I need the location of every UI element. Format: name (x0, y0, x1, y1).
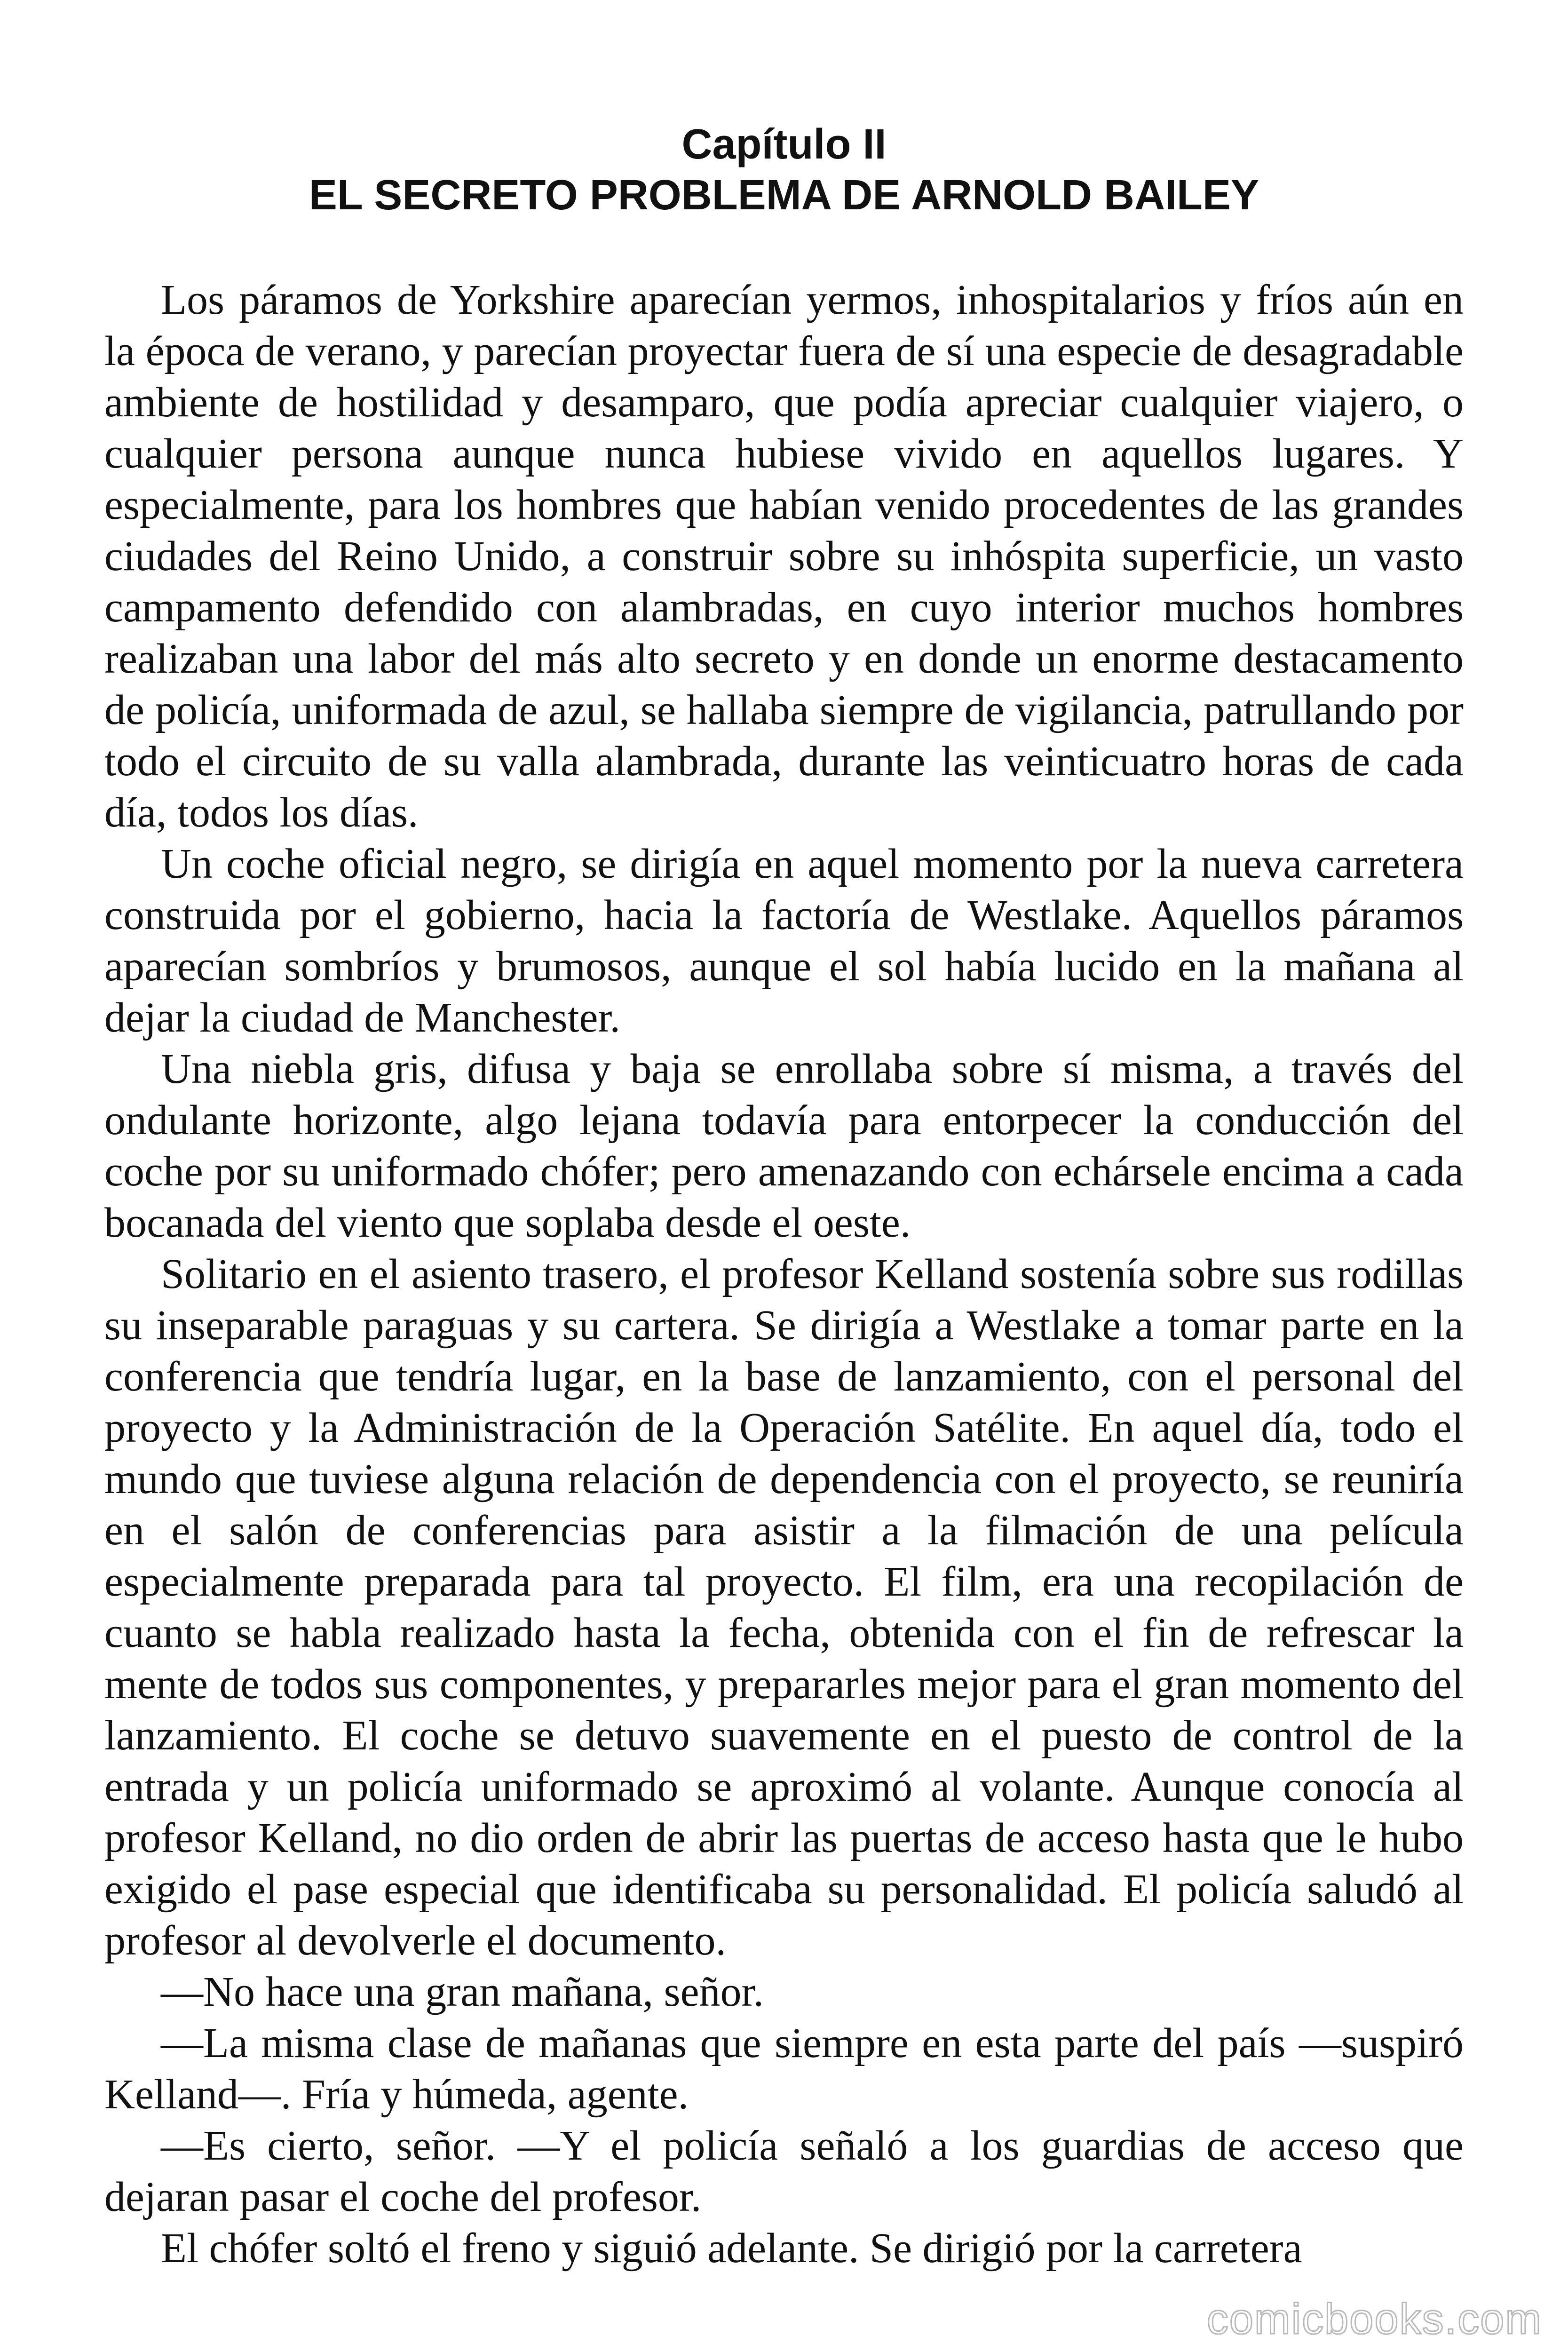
paragraph: Una niebla gris, difusa y baja se enrollaba sobre sí misma, a través del ondulante horizonte, algo lejana todavía para entorpecer la conducción del coche por su uniformado chófer; pero amenazando con echársele encima a cada bocanada del viento que soplaba desde el oeste. (104, 1046, 1464, 1246)
chapter-body (104, 274, 1464, 2274)
paragraph: Los páramos de Yorkshire aparecían yermos, inhospitalarios y fríos aún en la época de verano, y parecían proyectar fuera de sí una especie de desagradable ambiente de hostilidad y desamparo, que podía apreciar cualquier viajero, o cualquier persona aunque nunca hubiese vivido en aquellos lugares. Y especialmente, para los hombres que habían venido procedentes de las grandes ciudades del Reino Unido, a construir sobre su inhóspita superficie, un vasto campamento defendido con alambradas, en cuyo interior muchos hombres realizaban una labor del más alto secreto y en donde un enorme destacamento de policía, uniformada de azul, se hallaba siempre de vigilancia, patrullando por todo el circuito de su valla alambrada, durante las veinticuatro horas de cada día, todos los días. (104, 277, 1464, 836)
chapter-number: Capítulo II (681, 121, 887, 168)
paragraph: El chófer soltó el freno y siguió adelante. Se dirigió por la carretera (161, 2225, 1302, 2272)
dialogue-line: —Es cierto, señor. —Y el policía señaló a los guardias de acceso que dejaran pasar el coche del profesor. (104, 2122, 1464, 2220)
dialogue-line: —La misma clase de mañanas que siempre en esta parte del país —suspiró Kelland—. Fría y húmeda, agente. (104, 2020, 1464, 2118)
dialogue-line: —No hace una gran mañana, señor. (161, 1969, 764, 2015)
chapter-heading (0, 119, 1568, 221)
paragraph: Un coche oficial negro, se dirigía en aquel momento por la nueva carretera construida por el gobierno, hacia la factoría de Westlake. Aquellos páramos aparecían sombríos y brumosos, aunque el sol había lucido en la mañana al dejar la ciudad de Manchester. (104, 841, 1464, 1041)
chapter-title: EL SECRETO PROBLEMA DE ARNOLD BAILEY (309, 172, 1259, 219)
watermark: comicbooks.com (1206, 2295, 1542, 2343)
paragraph: Solitario en el asiento trasero, el profesor Kelland sostenía sobre sus rodillas su inseparable paraguas y su cartera. Se dirigía a Westlake a tomar parte en la conferencia que tendría lugar, en la base de lanzamiento, con el personal del proyecto y la Administración de la Operación Satélite. En aquel día, todo el mundo que tuviese alguna relación de dependencia con el proyecto, se reuniría en el salón de conferencias para asistir a la filmación de una película especialmente preparada para tal proyecto. El film, era una recopilación de cuanto se habla realizado hasta la fecha, obtenida con el fin de refrescar la mente de todos sus componentes, y prepararles mejor para el gran momento del lanzamiento. El coche se detuvo suavemente en el puesto de control de la entrada y un policía uniformado se aproximó al volante. Aunque conocía al profesor Kelland, no dio orden de abrir las puertas de acceso hasta que le hubo exigido el pase especial que identificaba su personalidad. El policía saludó al profesor al devolverle el documento. (104, 1251, 1464, 1964)
